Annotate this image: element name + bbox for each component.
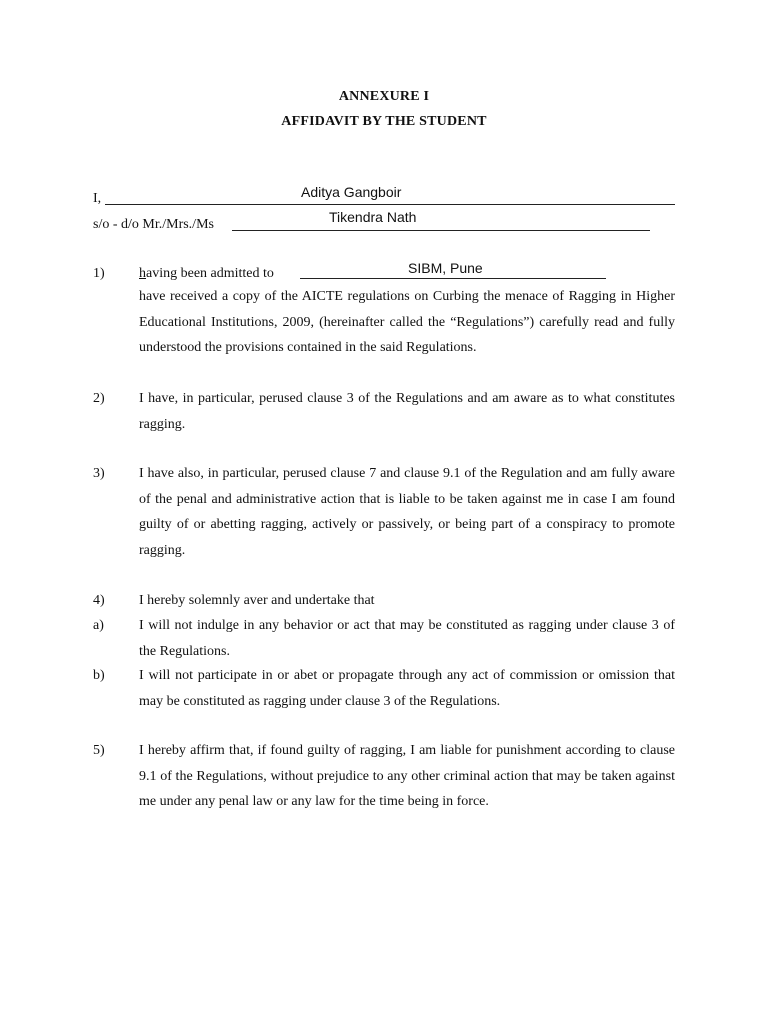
item-text: I hereby affirm that, if found guilty of ragging, I am liable for punishment according to clause 9.1 of the Regulations, without prejudice to any other criminal action that may be taken against me under any penal law or any law for the time being in force. [139, 743, 675, 809]
item-number: a) [93, 618, 104, 633]
item-text: I have, in particular, perused clause 3 of the Regulations and am aware as to what constitutes ragging. [139, 391, 675, 432]
name-underline [105, 204, 675, 205]
item-number: 3) [93, 466, 105, 481]
item-number: 4) [93, 593, 105, 608]
item-text: I will not participate in or abet or propagate through any act of commission or omission that may be constituted as ragging under clause 3 of the Regulations. [139, 668, 675, 709]
name-prefix: I, [93, 191, 102, 206]
admission-lead-first-letter: h [139, 266, 146, 281]
parent-underline [232, 230, 650, 231]
parent-name-field[interactable]: Tikendra Nath [329, 209, 417, 225]
name-field[interactable]: Aditya Gangboir [301, 184, 402, 200]
annexure-title: ANNEXURE I [338, 89, 430, 104]
item-number: 2) [93, 391, 105, 406]
institution-underline [300, 278, 606, 279]
item-text: I have also, in particular, perused clause 7 and clause 9.1 of the Regulation and am fully aware of the penal and administrative action that is liable to be taken against me in case I am found guilty of or abetting ragging, actively or passively, or being part of a conspiracy to promote ragging. [139, 466, 675, 558]
item-text: I will not indulge in any behavior or act that may be constituted as ragging under clause 3 of the Regulations. [139, 618, 675, 659]
affidavit-title: AFFIDAVIT BY THE STUDENT [281, 114, 487, 129]
item-number: b) [93, 668, 105, 683]
item-number: 5) [93, 743, 105, 758]
parent-prefix: s/o - d/o Mr./Mrs./Ms [93, 217, 214, 232]
admission-lead-text: aving been admitted to [146, 266, 274, 281]
institution-field[interactable]: SIBM, Pune [408, 260, 483, 276]
item-text: I hereby solemnly aver and undertake that [139, 593, 375, 608]
item-text: have received a copy of the AICTE regulations on Curbing the menace of Ragging in Higher Educational Institutions, 2009, (hereinafter called the “Regulations”) carefully read and fully understood the provisions contained in the said Regulations. [139, 289, 675, 355]
item-number: 1) [93, 266, 105, 281]
admission-lead [139, 265, 274, 283]
